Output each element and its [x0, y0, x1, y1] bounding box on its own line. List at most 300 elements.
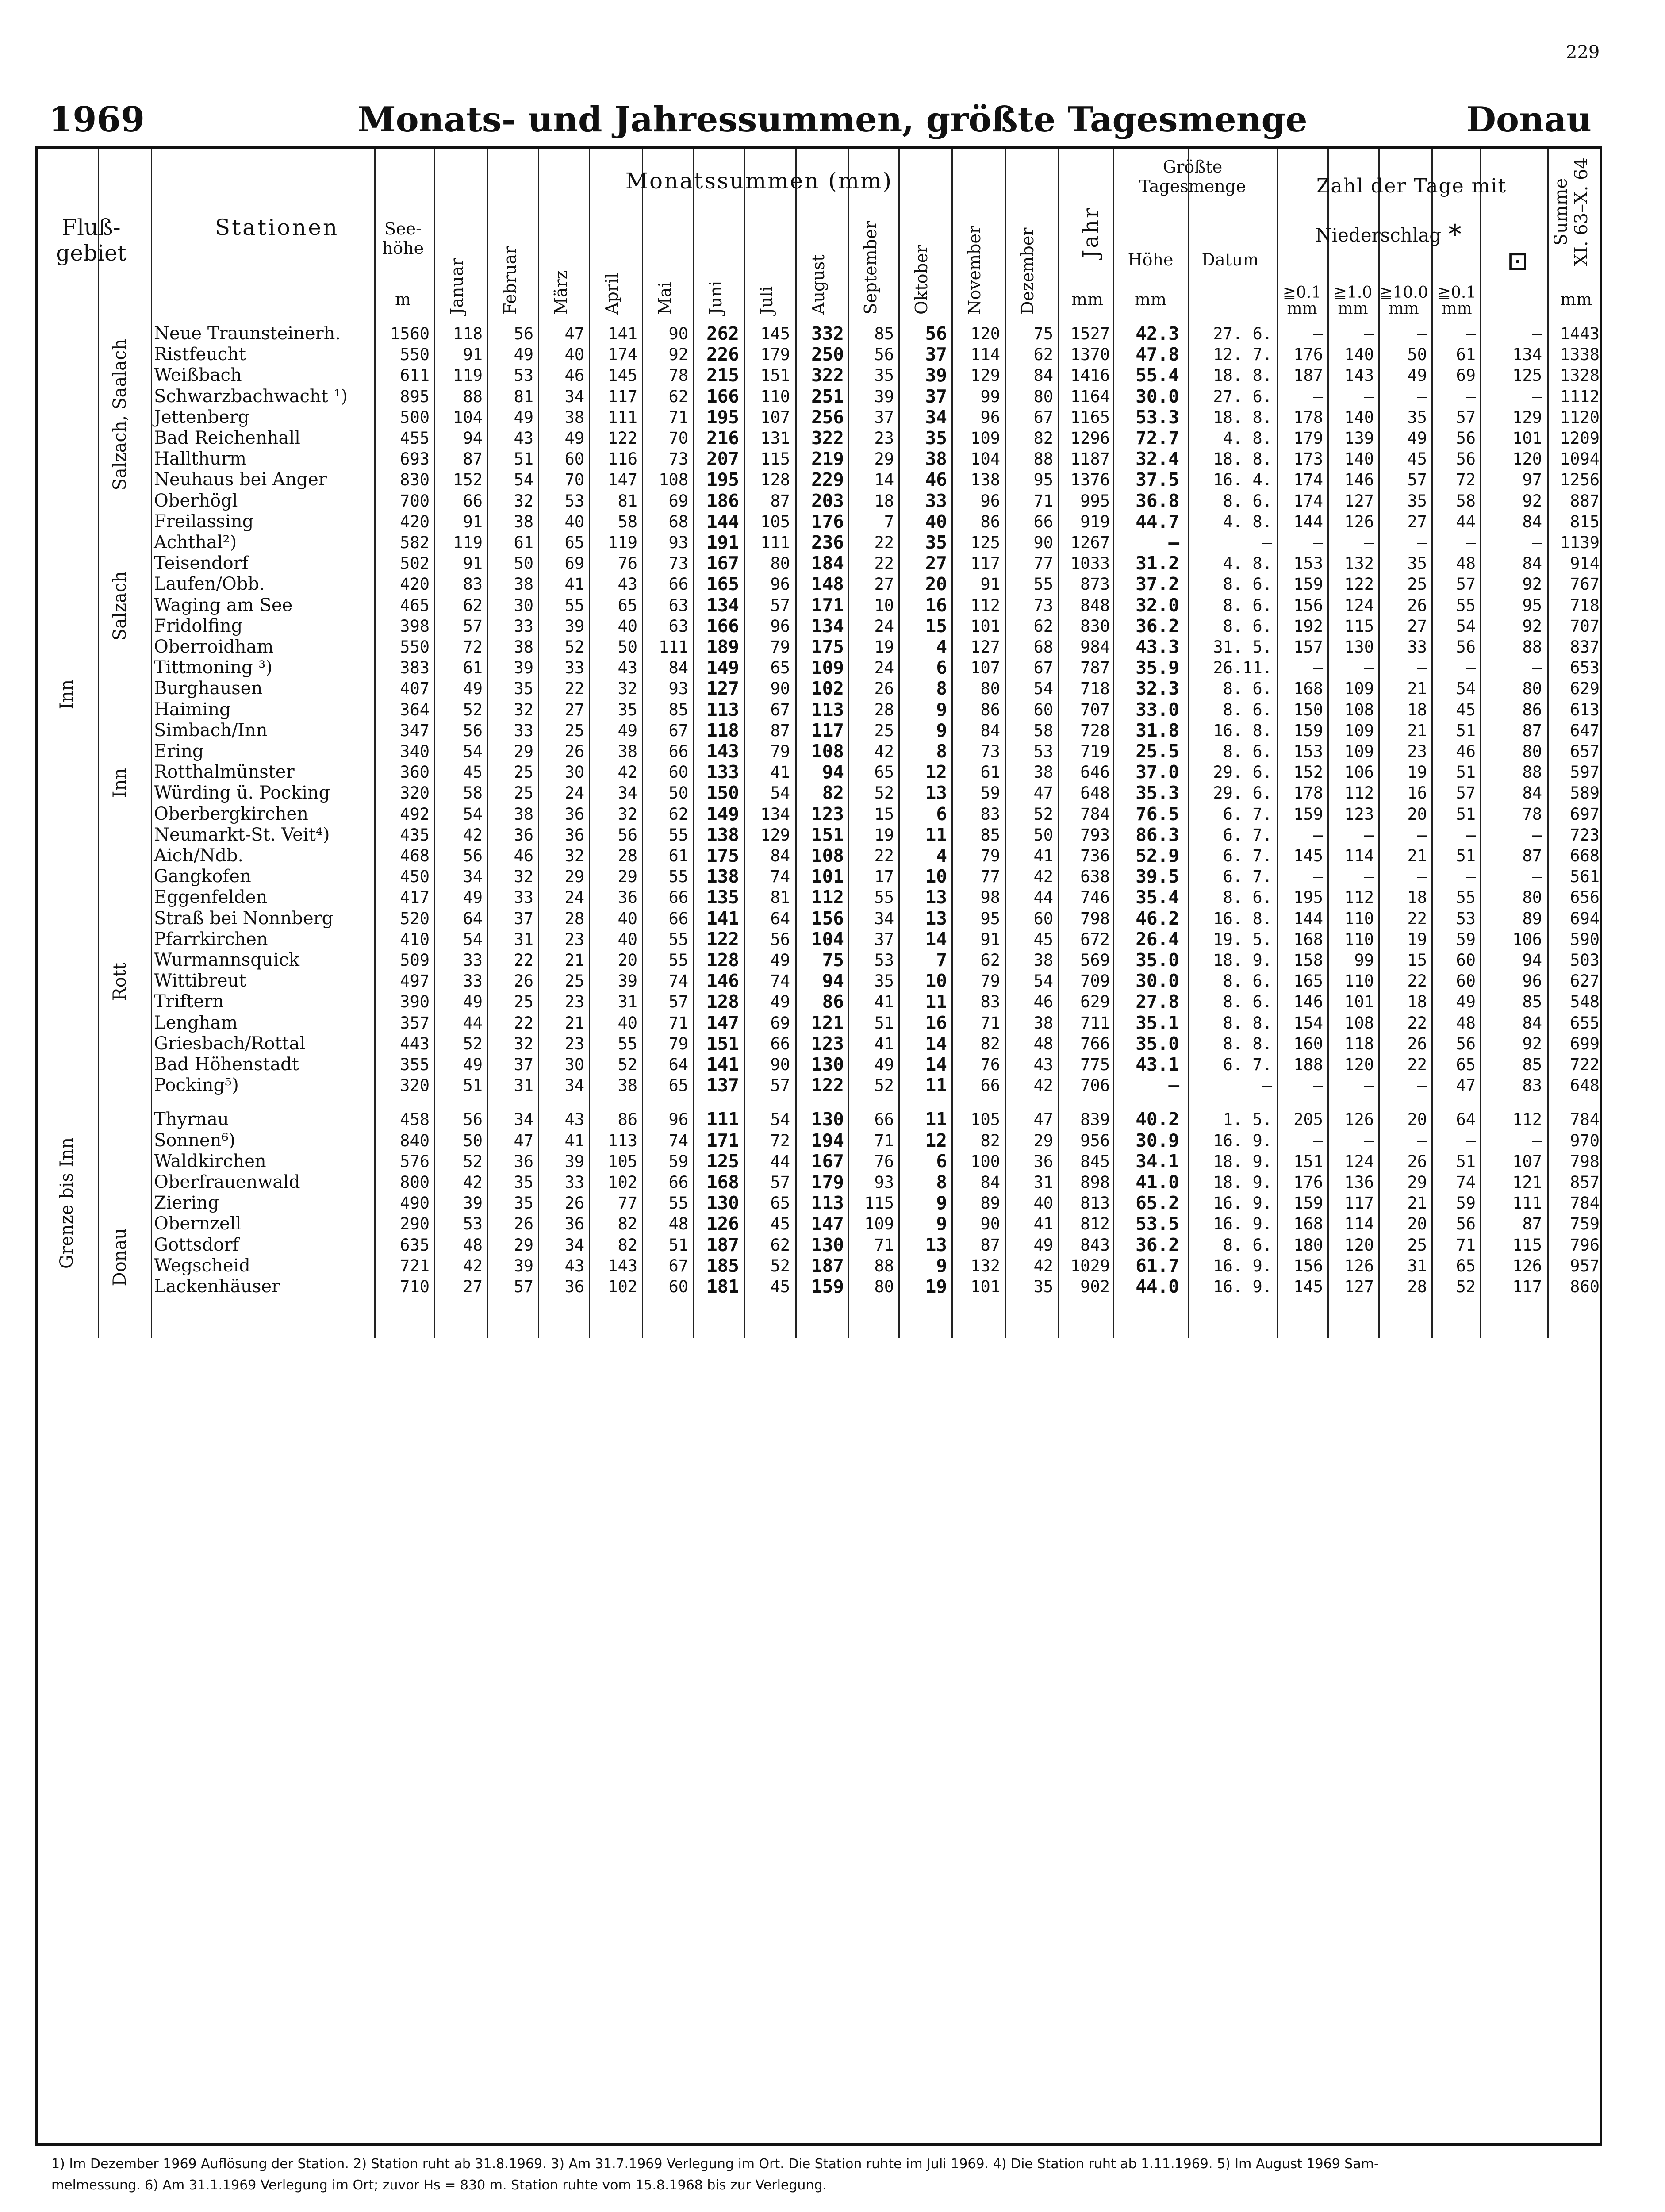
table-cell: 995	[1080, 491, 1110, 511]
table-cell: 112	[1512, 1110, 1542, 1129]
station-name: Straß bei Nonnberg	[154, 908, 334, 929]
table-cell: 80	[1522, 742, 1542, 761]
table-cell: 29	[618, 867, 637, 887]
table-cell: 53	[1456, 909, 1476, 928]
table-cell: 130	[706, 1192, 739, 1214]
station-name: Thyrnau	[154, 1109, 229, 1130]
table-cell: 21	[1407, 679, 1427, 699]
table-cell: 43	[1033, 1055, 1053, 1074]
table-row	[38, 678, 1600, 699]
table-row	[38, 657, 1600, 678]
table-cell: 122	[608, 429, 637, 448]
station-name: Wittibreut	[154, 971, 246, 991]
table-cell: 68	[1033, 637, 1053, 657]
table-cell: 54	[770, 783, 790, 803]
table-cell: 21	[564, 951, 584, 970]
table-cell: 87	[1522, 721, 1542, 740]
table-cell: 502	[400, 554, 430, 573]
table-cell: 48	[463, 1235, 483, 1255]
table-cell: 143	[608, 1256, 637, 1275]
table-cell: 450	[400, 867, 430, 887]
table-cell: 88	[1522, 763, 1542, 782]
station-name: Tittmoning ³)	[154, 657, 272, 678]
station-name: Hallthurm	[154, 449, 246, 469]
table-cell: –	[1313, 533, 1323, 552]
table-cell: 80	[874, 1277, 894, 1296]
table-cell: 72	[770, 1131, 790, 1150]
table-cell: 35	[925, 427, 947, 449]
table-cell: 1094	[1560, 449, 1600, 469]
table-cell: –	[1532, 825, 1542, 845]
table-cell: 43	[514, 429, 533, 448]
table-row	[38, 783, 1600, 803]
table-cell: 40	[564, 345, 584, 365]
table-cell: 251	[811, 385, 844, 407]
table-cell: 18. 8.	[1213, 366, 1272, 385]
table-cell: 84	[1522, 783, 1542, 803]
table-row	[38, 511, 1600, 532]
table-cell: 35.9	[1136, 657, 1179, 679]
table-row	[38, 637, 1600, 657]
table-cell: 61.7	[1136, 1255, 1179, 1276]
table-cell: 40	[925, 511, 947, 532]
table-cell: 721	[400, 1256, 430, 1275]
table-cell: 35	[514, 679, 533, 699]
table-cell: 657	[1570, 742, 1600, 761]
table-cell: 80	[980, 679, 1000, 699]
table-cell: 147	[608, 470, 637, 490]
table-cell: 49	[463, 1055, 483, 1074]
table-cell: 56	[1456, 449, 1476, 469]
table-cell: 86	[618, 1110, 637, 1129]
table-row	[38, 323, 1600, 344]
table-cell: 21	[564, 1013, 584, 1033]
table-cell: 767	[1570, 575, 1600, 594]
table-cell: 23	[1407, 742, 1427, 761]
table-cell: 49	[514, 345, 533, 365]
table-cell: 784	[1080, 804, 1110, 824]
table-cell: 55.4	[1136, 365, 1179, 386]
table-cell: 37.5	[1136, 469, 1179, 491]
table-cell: 38	[1033, 763, 1053, 782]
table-cell: 71	[1456, 1235, 1476, 1255]
table-cell: 154	[1293, 1013, 1323, 1033]
table-cell: 67	[1033, 658, 1053, 678]
table-cell: 31	[514, 929, 533, 949]
table-cell: 18. 8.	[1213, 407, 1272, 427]
table-row	[38, 720, 1600, 741]
table-cell: 153	[1293, 554, 1323, 573]
table-cell: 94	[822, 970, 844, 992]
table-cell: 29	[564, 867, 584, 887]
table-cell: 84	[980, 1173, 1000, 1192]
table-cell: 41	[564, 575, 584, 594]
table-cell: 39	[514, 658, 533, 678]
table-row	[38, 407, 1600, 428]
table-cell: 159	[1293, 804, 1323, 824]
snow-icon: *	[1448, 219, 1462, 250]
table-cell: 697	[1570, 804, 1600, 824]
table-cell: 60	[1456, 951, 1476, 970]
table-cell: 509	[400, 951, 430, 970]
table-cell: 20	[1407, 1110, 1427, 1129]
table-cell: 91	[463, 345, 483, 365]
station-name: Wurmannsquick	[154, 950, 300, 970]
group-donau: Donau	[110, 1228, 130, 1286]
table-cell: 34	[514, 1110, 533, 1129]
table-cell: 29	[1033, 1131, 1053, 1150]
table-cell: 54	[463, 929, 483, 949]
table-cell: 72	[1456, 470, 1476, 490]
table-cell: 134	[706, 594, 739, 616]
table-cell: 174	[608, 345, 637, 365]
table-cell: 87	[463, 449, 483, 469]
table-cell: 146	[1344, 470, 1374, 490]
table-cell: 26	[1407, 1034, 1427, 1053]
table-cell: 57	[770, 1173, 790, 1192]
table-cell: 1296	[1070, 429, 1110, 448]
table-cell: 9	[936, 719, 947, 741]
table-cell: 711	[1080, 1013, 1110, 1033]
table-cell: 123	[1344, 804, 1374, 824]
table-cell: 157	[1293, 637, 1323, 657]
table-cell: 75	[822, 949, 844, 971]
table-cell: 56	[1456, 429, 1476, 448]
table-cell: 87	[980, 1235, 1000, 1255]
table-cell: 86	[980, 512, 1000, 531]
table-cell: 15	[1407, 951, 1427, 970]
table-cell: 60	[668, 763, 688, 782]
table-cell: 109	[864, 1214, 894, 1234]
footnotes	[51, 2154, 1600, 2196]
table-cell: 35.0	[1136, 1033, 1179, 1054]
table-cell: 167	[811, 1150, 844, 1172]
table-cell: 590	[1570, 929, 1600, 949]
table-cell: 27.8	[1136, 991, 1179, 1013]
table-cell: 775	[1080, 1055, 1110, 1074]
table-cell: 76.5	[1136, 803, 1179, 825]
table-cell: 812	[1080, 1214, 1110, 1234]
table-cell: 143	[706, 741, 739, 762]
month-header: März	[551, 270, 571, 315]
table-cell: 87	[770, 721, 790, 740]
table-cell: 18	[1407, 700, 1427, 719]
table-cell: 66	[463, 491, 483, 511]
table-cell: 77	[1033, 554, 1053, 573]
table-cell: 76	[618, 554, 637, 573]
station-name: Neue Traunsteinerh.	[154, 323, 341, 344]
table-cell: 57	[1456, 407, 1476, 427]
table-cell: 815	[1570, 512, 1600, 531]
table-cell: 191	[706, 532, 739, 553]
table-cell: 23	[564, 929, 584, 949]
table-cell: 31	[618, 992, 637, 1012]
table-cell: 104	[971, 449, 1000, 469]
table-cell: 1443	[1560, 324, 1600, 343]
table-cell: 18. 9.	[1213, 951, 1272, 970]
table-cell: 90	[770, 679, 790, 699]
table-cell: 160	[1293, 1034, 1323, 1053]
table-cell: –	[1313, 1131, 1323, 1150]
table-cell: 26	[874, 679, 894, 699]
table-cell: –	[1364, 658, 1374, 678]
table-cell: 31	[514, 1076, 533, 1095]
table-cell: 108	[1344, 1013, 1374, 1033]
table-cell: 26	[514, 1214, 533, 1234]
table-cell: 1256	[1560, 470, 1600, 490]
month-header: Juli	[757, 286, 776, 315]
table-cell: 69	[1456, 366, 1476, 385]
table-cell: 37	[514, 1055, 533, 1074]
table-cell: 14	[925, 1033, 947, 1054]
table-cell: 41	[874, 992, 894, 1012]
table-cell: 70	[668, 429, 688, 448]
table-cell: 129	[1512, 407, 1542, 427]
table-cell: 38	[514, 637, 533, 657]
table-cell: 95	[1522, 595, 1542, 615]
table-cell: –	[1466, 867, 1476, 887]
table-cell: 134	[1512, 345, 1542, 365]
table-cell: 21	[1407, 721, 1427, 740]
table-cell: 14	[925, 1054, 947, 1075]
table-cell: 8. 6.	[1223, 616, 1272, 636]
snowcover-icon: ⊡	[1506, 246, 1529, 276]
table-cell: 57	[1456, 575, 1476, 594]
table-cell: 25	[1407, 1235, 1427, 1255]
table-cell: 20	[1407, 1214, 1427, 1234]
table-cell: 42	[1033, 1076, 1053, 1095]
table-cell: 34	[564, 1235, 584, 1255]
table-cell: 398	[400, 616, 430, 636]
table-cell: 6	[936, 1150, 947, 1172]
table-row	[38, 950, 1600, 971]
table-cell: 8	[936, 741, 947, 762]
table-cell: 46	[925, 469, 947, 491]
table-cell: 113	[811, 1192, 844, 1214]
table-cell: 86	[1522, 700, 1542, 719]
table-cell: 129	[971, 366, 1000, 385]
table-cell: 40	[564, 512, 584, 531]
table-cell: –	[1532, 658, 1542, 678]
table-cell: 31	[1407, 1256, 1427, 1275]
table-cell: 47	[514, 1131, 533, 1150]
table-cell: 57	[1407, 470, 1427, 490]
table-cell: 207	[706, 448, 739, 470]
table-cell: 957	[1570, 1256, 1600, 1275]
month-header: Mai	[655, 282, 675, 315]
station-name: Oberfrauenwald	[154, 1172, 300, 1192]
table-cell: 101	[811, 866, 844, 887]
table-cell: 55	[1456, 595, 1476, 615]
table-cell: 16. 9.	[1213, 1194, 1272, 1213]
table-cell: 126	[1344, 1110, 1374, 1129]
table-cell: 4	[936, 845, 947, 866]
table-cell: 53	[514, 366, 533, 385]
table-cell: 706	[1080, 1076, 1110, 1095]
table-cell: 112	[1344, 888, 1374, 907]
table-cell: 111	[659, 637, 688, 657]
table-cell: 99	[1354, 951, 1374, 970]
table-cell: 11	[925, 824, 947, 845]
table-cell: 16. 8.	[1213, 909, 1272, 928]
table-cell: 43.3	[1136, 636, 1179, 657]
station-name: Neumarkt-St. Veit⁴)	[154, 824, 330, 845]
table-cell: 30	[564, 763, 584, 782]
table-cell: 40	[618, 909, 637, 928]
table-cell: 843	[1080, 1235, 1110, 1255]
station-name: Achthal²)	[154, 532, 237, 553]
table-cell: 188	[1293, 1055, 1323, 1074]
table-cell: 92	[1522, 575, 1542, 594]
table-cell: 80	[1522, 679, 1542, 699]
table-cell: 82	[980, 1131, 1000, 1150]
table-cell: 74	[668, 1131, 688, 1150]
table-row	[38, 491, 1600, 511]
table-cell: 178	[1293, 407, 1323, 427]
table-cell: 82	[1033, 429, 1053, 448]
table-cell: 179	[811, 1171, 844, 1193]
table-cell: 63	[668, 595, 688, 615]
table-cell: 125	[1512, 366, 1542, 385]
table-cell: –	[1262, 533, 1272, 552]
table-cell: 71	[1033, 491, 1053, 511]
table-cell: 8. 8.	[1223, 1034, 1272, 1053]
table-cell: 250	[811, 344, 844, 365]
table-cell: 59	[1456, 1194, 1476, 1213]
table-cell: 8	[936, 1171, 947, 1193]
table-cell: 36.2	[1136, 615, 1179, 637]
table-cell: 48	[1456, 1013, 1476, 1033]
table-cell: 1209	[1560, 429, 1600, 448]
table-cell: 17	[874, 867, 894, 887]
table-row	[38, 1256, 1600, 1276]
table-cell: 140	[1344, 449, 1374, 469]
table-cell: 1338	[1560, 345, 1600, 365]
table-cell: 45	[463, 763, 483, 782]
header-region: Donau	[1466, 100, 1592, 140]
table-cell: 58	[1033, 721, 1053, 740]
table-cell: 66	[668, 575, 688, 594]
table-cell: 67	[1033, 407, 1053, 427]
table-cell: –	[1466, 387, 1476, 406]
table-cell: 145	[1293, 1277, 1323, 1296]
table-cell: 417	[400, 888, 430, 907]
table-cell: 36.2	[1136, 1234, 1179, 1256]
table-cell: 30.0	[1136, 970, 1179, 992]
table-cell: 73	[668, 449, 688, 469]
table-cell: 320	[400, 783, 430, 803]
table-cell: 52	[1456, 1277, 1476, 1296]
table-cell: 59	[668, 1152, 688, 1171]
table-cell: 49	[1407, 366, 1427, 385]
table-cell: 793	[1080, 825, 1110, 845]
table-cell: 16. 9.	[1213, 1256, 1272, 1275]
table-cell: 25	[1407, 575, 1427, 594]
table-cell: 36.8	[1136, 490, 1179, 511]
table-cell: 185	[706, 1255, 739, 1276]
table-cell: 119	[608, 533, 637, 552]
table-cell: –	[1364, 825, 1374, 845]
table-cell: 256	[811, 406, 844, 428]
table-cell: 58	[1456, 491, 1476, 511]
table-cell: 96	[668, 1110, 688, 1129]
table-cell: 132	[971, 1256, 1000, 1275]
table-cell: 1416	[1070, 366, 1110, 385]
table-cell: 52	[463, 700, 483, 719]
table-cell: 4. 8.	[1223, 512, 1272, 531]
table-cell: 13	[925, 1234, 947, 1256]
table-cell: 167	[706, 553, 739, 574]
table-cell: 38	[564, 407, 584, 427]
table-cell: 137	[706, 1075, 739, 1096]
table-cell: 27	[564, 700, 584, 719]
table-cell: 66	[980, 1076, 1000, 1095]
table-cell: 79	[980, 972, 1000, 991]
table-cell: 138	[971, 470, 1000, 490]
table-cell: 18	[1407, 992, 1427, 1012]
table-cell: 226	[706, 344, 739, 365]
table-cell: 6. 7.	[1223, 1055, 1272, 1074]
table-cell: 90	[1033, 533, 1053, 552]
table-cell: 59	[980, 783, 1000, 803]
table-cell: 108	[1344, 700, 1374, 719]
table-cell: 42	[1033, 867, 1053, 887]
table-cell: 73	[980, 742, 1000, 761]
table-row	[38, 595, 1600, 616]
table-cell: 51	[1456, 804, 1476, 824]
table-cell: 68	[668, 512, 688, 531]
table-cell: 44.0	[1136, 1276, 1179, 1297]
table-cell: 120	[1512, 449, 1542, 469]
table-cell: 168	[1293, 1214, 1323, 1234]
table-cell: 57	[668, 992, 688, 1012]
table-cell: 38	[1033, 951, 1053, 970]
table-cell: 47.8	[1136, 344, 1179, 365]
table-row	[38, 1235, 1600, 1256]
table-cell: 53	[1033, 742, 1053, 761]
table-cell: 71	[874, 1131, 894, 1150]
month-header: Februar	[500, 246, 520, 315]
station-name: Ristfeucht	[154, 344, 246, 365]
table-cell: 8. 6.	[1223, 972, 1272, 991]
table-cell: 84	[1522, 1013, 1542, 1033]
table-cell: –	[1364, 324, 1374, 343]
table-cell: 40	[618, 1013, 637, 1033]
threshold-header: ≧1.0 mm	[1333, 284, 1373, 318]
table-cell: 61	[463, 658, 483, 678]
table-cell: 26	[564, 1194, 584, 1213]
table-cell: 115	[760, 449, 790, 469]
table-cell: 37.2	[1136, 573, 1179, 595]
group-grenze-bis-inn: Grenze bis Inn	[57, 1137, 77, 1269]
table-cell: 61	[980, 763, 1000, 782]
table-cell: 94	[822, 761, 844, 783]
table-cell: 28	[1407, 1277, 1427, 1296]
table-cell: –	[1364, 1076, 1374, 1095]
table-cell: 24	[874, 616, 894, 636]
station-name: Neuhaus bei Anger	[154, 469, 327, 490]
month-header: November	[965, 225, 984, 315]
table-cell: 837	[1570, 637, 1600, 657]
table-cell: 41	[1033, 846, 1053, 865]
table-cell: 178	[1293, 783, 1323, 803]
table-cell: 410	[400, 929, 430, 949]
table-cell: 50	[514, 554, 533, 573]
table-cell: 168	[1293, 929, 1323, 949]
table-row	[38, 1214, 1600, 1234]
table-cell: 24	[874, 658, 894, 678]
table-cell: 102	[608, 1277, 637, 1296]
